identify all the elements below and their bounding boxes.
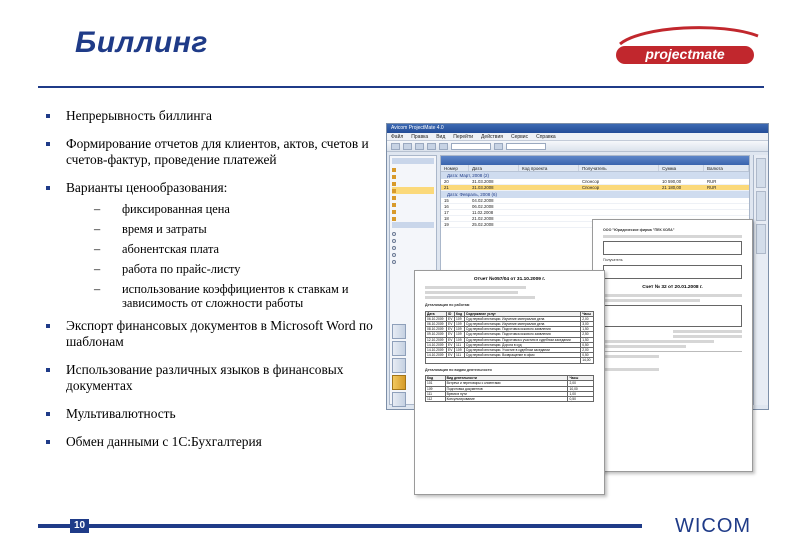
folder-icon — [392, 210, 396, 214]
radio-icon — [392, 260, 396, 264]
invoice-org: ООО "Юридическое фирма "ПЕК ХОЛА" — [603, 228, 675, 232]
text-line — [673, 335, 743, 338]
folder-icon — [392, 182, 396, 186]
cell: 109 — [455, 327, 465, 332]
column-header: Содержание услуг — [464, 311, 580, 316]
bullet-item — [44, 180, 374, 310]
bullet-text: Варианты ценообразования: — [66, 180, 228, 195]
items-table — [603, 305, 742, 327]
cell: 2,00 — [568, 381, 594, 386]
cell: 112 — [426, 397, 446, 402]
column-header[interactable]: Код проекта — [519, 165, 579, 171]
sub-bullet-list — [66, 202, 374, 310]
bullet-item: Экспорт финансовых документов в Microsoft Word по шаблонам — [44, 318, 374, 350]
bullet-item: Мультивалютность — [44, 406, 374, 422]
cell: Время в пути — [445, 391, 568, 396]
view-option[interactable] — [392, 244, 434, 251]
nav-item[interactable] — [392, 215, 434, 222]
sub-bullet-item: – время и затраты — [66, 222, 374, 236]
folder-icon — [392, 196, 396, 200]
wicom-logo: WICOM — [675, 515, 752, 537]
side-panel-tab[interactable] — [756, 191, 766, 221]
signature-line — [603, 368, 659, 371]
text-line — [603, 299, 700, 302]
cell: Спонсор — [582, 185, 600, 190]
requisites-box — [603, 265, 742, 279]
cell: 19 — [444, 222, 449, 227]
cell: 14.10.2009 — [426, 348, 447, 353]
folder-icon — [392, 175, 396, 179]
nav-section-buttons — [392, 324, 406, 409]
bullet-item: Непрерывность биллинга — [44, 108, 374, 124]
folder-icon — [392, 189, 396, 193]
menu-item[interactable]: Сервис — [510, 134, 529, 140]
cell: 2,00 — [581, 348, 594, 353]
text-line — [603, 235, 742, 238]
work-details-table — [425, 311, 594, 364]
column-header[interactable]: Получатель — [579, 165, 659, 171]
cell: 2,00 — [581, 316, 594, 321]
cell: Суд первой инстанции. Изучение материалов дела — [464, 322, 580, 327]
find-button[interactable] — [494, 143, 503, 150]
app-toolbar — [387, 141, 768, 152]
report-title: Отчет №057/04 от 31.10.2009 г. — [473, 277, 546, 282]
nav-item[interactable] — [392, 180, 434, 187]
cell: 06.10.2009 — [426, 316, 447, 321]
list-header-bar — [441, 156, 749, 165]
cell: 0,50 — [581, 342, 594, 347]
title-divider — [38, 86, 764, 88]
invoice-recipient: Получатель — [603, 257, 623, 262]
cell: Суд первой инстанции. Изучение материалов дела — [464, 316, 580, 321]
cell: 21 — [444, 185, 449, 190]
cell: 20 — [444, 179, 449, 184]
group-row[interactable]: Дата: Февраль, 2008 (6) — [441, 191, 749, 198]
bullet-item: Использование различных языков в финансовых документах — [44, 362, 374, 394]
menu-item[interactable]: Справка — [536, 134, 556, 140]
cell: 14.10.2009 — [426, 353, 447, 358]
radio-icon — [392, 253, 396, 257]
cell: EV — [447, 322, 455, 327]
cell: 109 — [455, 337, 465, 342]
footer-divider — [38, 524, 642, 528]
cell: 109 — [426, 386, 446, 391]
cell: 111 — [455, 353, 465, 358]
cell: Спонсор — [582, 179, 600, 184]
view-select[interactable] — [451, 143, 491, 150]
nav-section-button[interactable] — [392, 358, 406, 373]
section-heading: Детализация по работам — [425, 303, 470, 307]
cell: Подготовка документов — [445, 386, 568, 391]
divider — [603, 351, 742, 352]
view-option[interactable] — [392, 258, 434, 265]
forward-button[interactable] — [439, 143, 448, 150]
side-panel-tab[interactable] — [756, 224, 766, 254]
delete-button[interactable] — [415, 143, 424, 150]
bullet-item: Обмен данными с 1С:Бухгалтерия — [44, 434, 374, 450]
cell: 111 — [426, 391, 446, 396]
cell: Суд первой инстанции. Подготовка искового заявления — [464, 327, 580, 332]
sub-bullet-item: – фиксированная цена — [66, 202, 374, 216]
cell: 12.10.2009 — [426, 337, 447, 342]
column-header: Вид деятельности — [445, 376, 568, 381]
cell: 109 — [455, 332, 465, 337]
radio-icon — [392, 239, 396, 243]
right-pane — [753, 155, 768, 405]
cell: 31.03.2008 — [472, 185, 494, 190]
cell: 1,50 — [581, 327, 594, 332]
menu-item[interactable]: Действия — [481, 134, 503, 140]
group-row[interactable]: Дата: Март, 2008 (2) — [441, 172, 749, 179]
nav-item[interactable] — [392, 201, 434, 208]
sub-bullet-item: – использование коэффициентов к ставкам и зависимость от сложности работы — [66, 282, 374, 310]
slide-title: Биллинг — [75, 26, 208, 59]
svg-text:projectmate: projectmate — [645, 46, 725, 62]
bullet-item: Формирование отчетов для клиентов, актов, счетов и счетов-фактур, проведение платежей — [44, 136, 374, 168]
text-line — [603, 340, 714, 343]
cell: Консультирование — [445, 397, 568, 402]
column-header[interactable]: Валюта — [704, 165, 749, 171]
cell: EV — [447, 332, 455, 337]
cell: RUR — [707, 185, 717, 190]
cell: 31.03.2008 — [472, 179, 494, 184]
cell: Суд первой инстанции. Участие в судебном заседании — [464, 348, 580, 353]
cell: 15 — [444, 198, 449, 203]
cell: Суд первой инстанции. Дорога в суд — [464, 342, 580, 347]
menu-item[interactable]: Файл — [391, 134, 404, 140]
nav-section-button[interactable] — [392, 341, 406, 356]
cell: 109 — [455, 322, 465, 327]
cell — [426, 358, 581, 363]
table-row — [426, 397, 594, 402]
menu-item[interactable]: Правка — [411, 134, 429, 140]
folder-icon — [392, 168, 396, 172]
cell: 109 — [455, 316, 465, 321]
cell: RUR — [707, 179, 717, 184]
cell: 09.10.2009 — [426, 332, 447, 337]
column-header: Код — [455, 311, 465, 316]
nav-header — [392, 158, 434, 164]
page-number: 10 — [70, 519, 89, 533]
menu-item[interactable]: Вид — [436, 134, 446, 140]
sub-bullet-item: – работа по прайс-листу — [66, 262, 374, 276]
cell: 21 180,00 — [662, 185, 682, 190]
section-heading: Детализация по видам деятельности — [425, 367, 492, 372]
column-header: Код — [426, 376, 446, 381]
cell: 109 — [455, 348, 465, 353]
cell: 11.02.2008 — [472, 210, 494, 215]
new-button[interactable] — [391, 143, 400, 150]
cell: 101 — [426, 381, 446, 386]
cell: Суд первой инстанции. Подготовка искового заявления — [464, 332, 580, 337]
bullet-list — [44, 108, 374, 462]
text-line — [673, 330, 743, 333]
cell: 06.02.2008 — [472, 204, 494, 209]
folder-icon — [392, 203, 396, 207]
cell: 10,00 — [568, 386, 594, 391]
column-header[interactable]: Сумма — [659, 165, 704, 171]
text-line — [425, 286, 526, 289]
text-line — [603, 345, 686, 348]
text-line — [425, 296, 535, 299]
text-line — [425, 291, 518, 294]
reply-button[interactable] — [427, 143, 436, 150]
cell: EV — [447, 337, 455, 342]
cell: EV — [447, 327, 455, 332]
text-line — [603, 294, 742, 297]
menu-item[interactable]: Перейти — [453, 134, 474, 140]
cell: 1,00 — [568, 391, 594, 396]
column-header: Часы — [581, 311, 594, 316]
cell: EV — [447, 316, 455, 321]
column-header[interactable]: Дата — [469, 165, 519, 171]
search-input[interactable] — [506, 143, 546, 150]
cell: 2,50 — [581, 332, 594, 337]
signature-line — [603, 355, 659, 358]
cell: 06.10.2009 — [426, 322, 447, 327]
cell: 17 — [444, 210, 449, 215]
projectmate-logo — [612, 22, 760, 72]
cell: EV — [447, 353, 455, 358]
invoice-title: Счет № 32 от 20.01.2008 г. — [642, 285, 703, 291]
column-header: Часы — [568, 376, 594, 381]
cell: Суд первой инстанции. Возвращение в офис — [464, 353, 580, 358]
report-document — [414, 270, 605, 495]
invoice-document — [592, 219, 753, 472]
column-header: Дата — [426, 311, 447, 316]
cell: 08.10.2009 — [426, 327, 447, 332]
cell: EV — [447, 342, 455, 347]
nav-section-button[interactable] — [392, 324, 406, 339]
cell: Суд первой инстанции. Подготовка к участию в судебном заседании — [464, 337, 580, 342]
side-panel-tab[interactable] — [756, 158, 766, 188]
view-option[interactable] — [392, 251, 434, 258]
nav-item-invoices[interactable] — [392, 187, 434, 194]
folder-icon — [392, 217, 396, 221]
cell: Встречи и переговоры с клиентами — [445, 381, 568, 386]
cell: 10 590,00 — [662, 179, 682, 184]
cell — [519, 179, 579, 184]
nav-item[interactable] — [392, 208, 434, 215]
view-option[interactable] — [392, 237, 434, 244]
cell — [519, 185, 579, 190]
total-value: 14,00 — [581, 358, 594, 363]
column-header: ID — [447, 311, 455, 316]
cell: 16 — [444, 204, 449, 209]
radio-icon — [392, 232, 396, 236]
cell: 04.02.2008 — [472, 198, 494, 203]
nav-header — [392, 222, 434, 228]
table-row — [426, 337, 594, 342]
grid-header — [441, 165, 749, 172]
nav-section-button[interactable] — [392, 392, 406, 407]
total-row — [426, 358, 594, 363]
cell: EV — [447, 348, 455, 353]
cell: 1,50 — [581, 337, 594, 342]
sub-bullet-item: – абонентская плата — [66, 242, 374, 256]
radio-icon — [392, 246, 396, 250]
bank-details-box — [603, 241, 742, 255]
view-option[interactable] — [392, 230, 434, 237]
app-titlebar: Avicom ProjectMate 4.0 — [387, 124, 768, 133]
cell: 3,00 — [581, 322, 594, 327]
cell: 111 — [455, 342, 465, 347]
nav-item[interactable] — [392, 166, 434, 173]
cell: 14.10.2009 — [426, 342, 447, 347]
column-header[interactable]: Номер — [441, 165, 469, 171]
cell: 21.02.2008 — [472, 216, 494, 221]
nav-item[interactable] — [392, 173, 434, 180]
app-menubar — [387, 133, 768, 141]
nav-item[interactable] — [392, 194, 434, 201]
cell: 0,50 — [581, 353, 594, 358]
activity-table — [425, 375, 594, 402]
nav-section-button-active[interactable] — [392, 375, 406, 390]
cell: 0,50 — [568, 397, 594, 402]
cell: 18 — [444, 216, 449, 221]
cell: 25.02.2008 — [472, 222, 494, 227]
print-button[interactable] — [403, 143, 412, 150]
